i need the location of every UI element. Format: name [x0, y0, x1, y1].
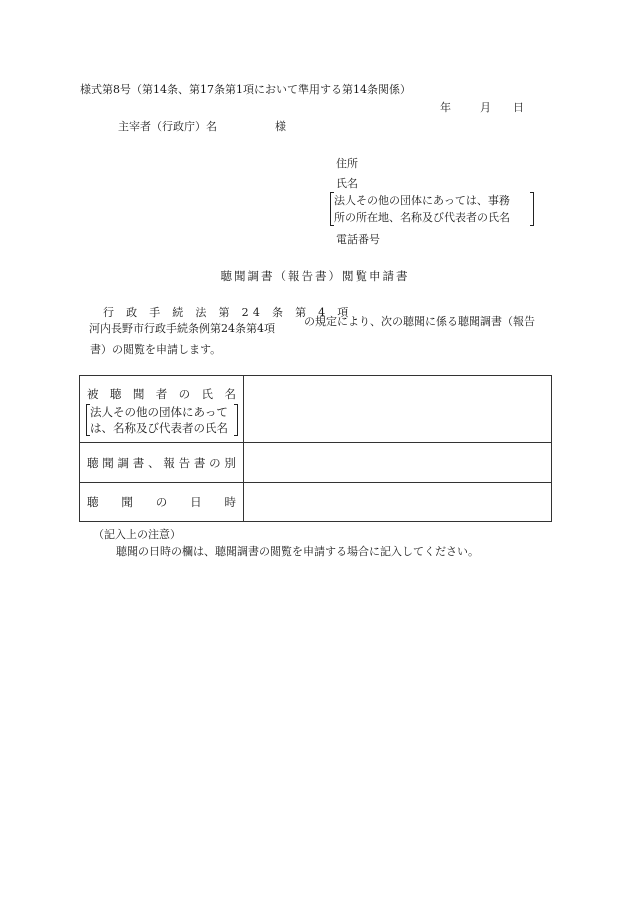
application-table — [79, 375, 552, 522]
label-char: の — [209, 455, 221, 470]
record-type-value-field[interactable] — [244, 443, 552, 483]
applicant-phone-label: 電話番号 — [336, 233, 380, 246]
entity-note-line2: 所の所在地、名称及び代表者の氏名 — [334, 211, 510, 224]
label-char: 聞 — [132, 386, 145, 401]
organizer-honorific: 様 — [275, 120, 286, 133]
request-sentence-continued: 書）の閲覧を申請します。 — [90, 343, 222, 356]
label-char: 書 — [132, 455, 145, 470]
label-char: の — [178, 386, 191, 401]
law-reference-2: 河内長野市行政手続条例第24条第4項 — [89, 322, 275, 335]
form-number: 様式第8号（第14条、第17条第1項において準用する第14条関係） — [80, 83, 411, 96]
label-char: 告 — [178, 455, 191, 470]
table-row — [80, 376, 552, 443]
applicant-name-label: 氏名 — [336, 177, 358, 190]
label-char: 氏 — [201, 386, 214, 401]
date-line — [440, 99, 524, 115]
label-char: 報 — [163, 455, 175, 470]
entity-note-line1: 法人その他の団体にあっては、事務 — [334, 194, 510, 207]
label-char: 聴 — [87, 495, 99, 509]
hearing-datetime-value-field[interactable] — [244, 483, 552, 522]
applicant-address-label: 住所 — [336, 157, 358, 170]
request-sentence: の規定により、次の聴聞に係る聴聞調書（報告 — [304, 315, 535, 328]
label-char: 聞 — [102, 455, 114, 470]
hearing-party-entity-note — [86, 404, 238, 436]
label-char: 書 — [193, 455, 206, 470]
date-month: 月 — [480, 101, 491, 114]
organizer-label: 主宰者（行政庁）名 — [118, 120, 217, 133]
notes-heading: （記入上の注意） — [93, 528, 181, 541]
label-char: 日 — [190, 495, 202, 509]
hearing-party-note-line1: 法人その他の団体にあって — [90, 404, 228, 419]
notes-text: 聴聞の日時の欄は、聴聞調書の閲覧を申請する場合に記入してください。 — [116, 545, 479, 558]
hearing-party-value-field[interactable] — [244, 376, 552, 443]
organizer-line — [118, 118, 286, 134]
date-year: 年 — [440, 101, 451, 114]
label-char: 別 — [224, 455, 236, 470]
date-day: 日 — [513, 101, 524, 114]
record-type-label — [80, 455, 243, 471]
applicant-entity-note — [330, 192, 534, 226]
record-type-label-cell — [80, 443, 244, 483]
hearing-datetime-label-cell — [80, 483, 244, 522]
document-title: 聴聞調書（報告書）閲覧申請書 — [220, 269, 410, 283]
label-char: 聞 — [121, 495, 133, 509]
label-char: 名 — [224, 386, 236, 401]
label-char: の — [155, 495, 168, 509]
table-row — [80, 443, 552, 483]
label-char: 聴 — [87, 455, 99, 470]
label-char: 、 — [148, 455, 160, 470]
label-char: 聴 — [109, 386, 122, 401]
hearing-datetime-label — [80, 494, 243, 510]
law-reference-1: 行 政 手 続 法 第 24 条 第 4 項 — [103, 306, 353, 319]
hearing-party-label — [80, 386, 243, 402]
label-char: 時 — [224, 495, 236, 509]
label-char: 調 — [117, 455, 130, 470]
label-char: 被 — [87, 386, 99, 401]
hearing-party-label-cell — [80, 376, 244, 443]
label-char: 者 — [155, 386, 168, 401]
table-row — [80, 483, 552, 522]
hearing-party-note-line2: は、名称及び代表者の氏名 — [90, 420, 228, 435]
